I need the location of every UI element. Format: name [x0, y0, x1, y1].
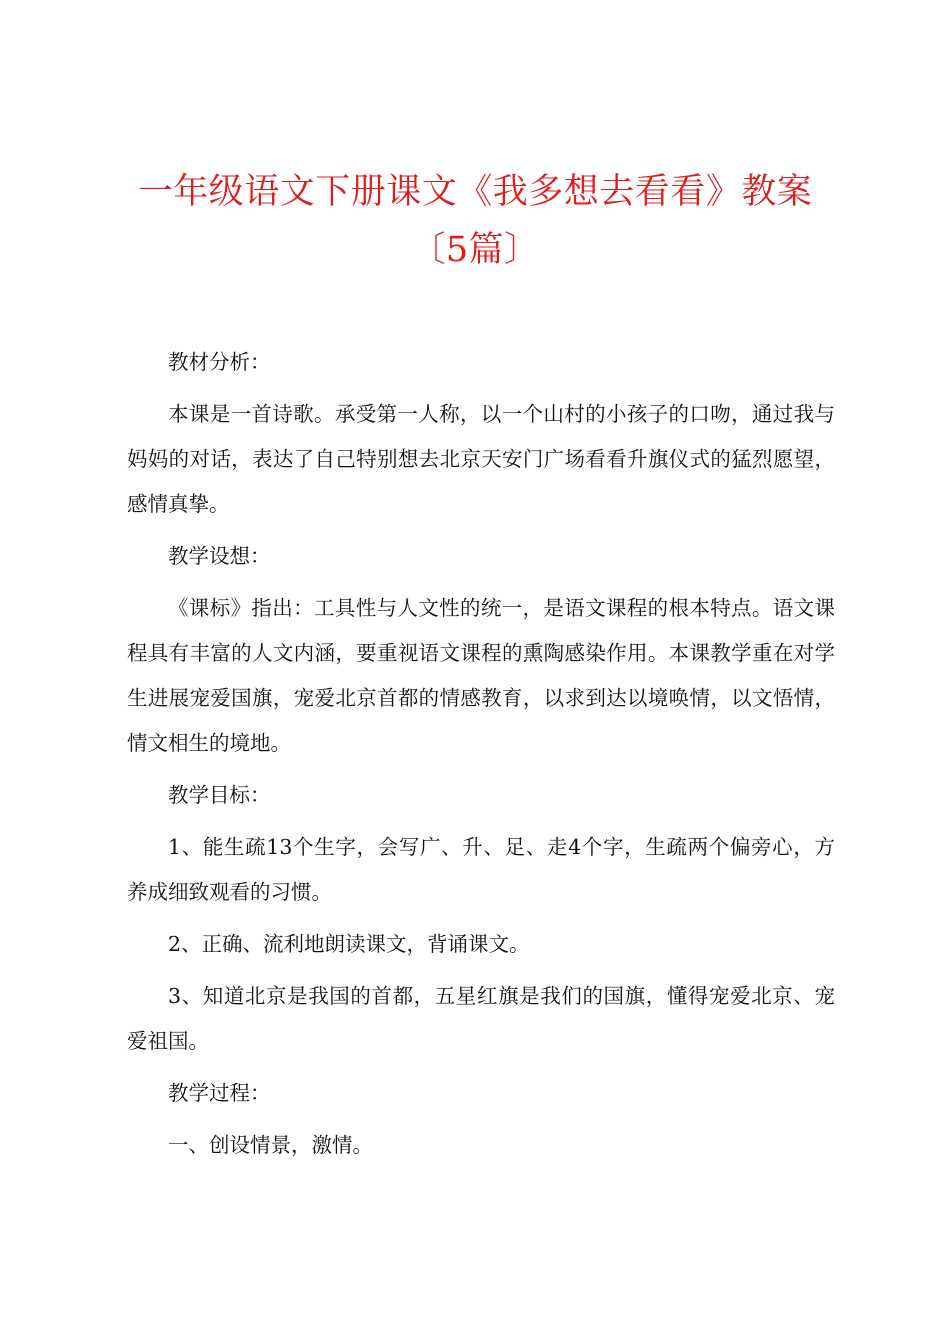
- section-heading-teaching-goals: 教学目标：: [168, 783, 271, 807]
- document-body: [127, 340, 835, 1175]
- document-title: 一年级语文下册课文《我多想去看看》教案〔5篇〕: [137, 172, 813, 270]
- section-heading-textbook-analysis: 教材分析：: [168, 350, 271, 374]
- paragraph-textbook-analysis: 本课是一首诗歌。承受第一人称，以一个山村的小孩子的口吻，通过我与妈妈的对话，表达了自己特别想去北京天安门广场看看升旗仪式的猛烈愿望，感情真挚。: [127, 402, 835, 516]
- paragraph-teaching-concept: 《课标》指出：工具性与人文性的统一，是语文课程的根本特点。语文课程具有丰富的人文内涵，要重视语文课程的熏陶感染作用。本课教学重在对学生进展宠爱国旗，宠爱北京首都的情感教育，以求到达以境唤情，以文悟情，情文相生的境地。: [127, 596, 835, 755]
- goal-item-2: 2、正确、流利地朗读课文，背诵课文。: [168, 932, 530, 956]
- goal-item-1: 1、能生疏13个生字，会写广、升、足、走4个字，生疏两个偏旁心，方养成细致观看的习惯。: [127, 835, 835, 904]
- goal-item-3: 3、知道北京是我国的首都，五星红旗是我们的国旗，懂得宠爱北京、宠爱祖国。: [127, 984, 835, 1053]
- section-heading-teaching-process: 教学过程：: [168, 1081, 271, 1105]
- process-step-1: 一、创设情景，激情。: [168, 1133, 373, 1157]
- section-heading-teaching-concept: 教学设想：: [168, 544, 271, 568]
